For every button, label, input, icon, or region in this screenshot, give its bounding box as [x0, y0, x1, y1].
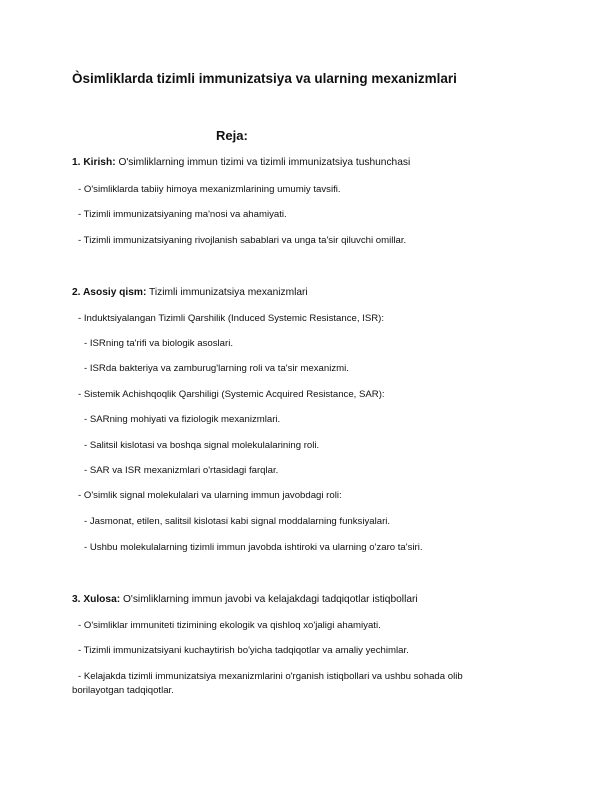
- section-2-text: Tizimli immunizatsiya mexanizmlari: [149, 287, 308, 298]
- list-item: - SAR va ISR mexanizmlari o'rtasidagi farqlar.: [84, 465, 279, 476]
- list-item: - Tizimli immunizatsiyaning ma'nosi va ahamiyati.: [78, 209, 287, 220]
- list-item: - Tizimli immunizatsiyani kuchaytirish bo'yicha tadqiqotlar va amaliy yechimlar.: [78, 645, 409, 656]
- list-item: - Tizimli immunizatsiyaning rivojlanish sabablari va unga ta'sir qiluvchi omillar.: [78, 235, 407, 246]
- section-3-label: 3. Xulosa:: [72, 594, 121, 605]
- list-item: - Sistemik Achishqoqlik Qarshiligi (Systemic Acquired Resistance, SAR):: [78, 389, 385, 400]
- list-item: - O'simliklarda tabiiy himoya mexanizmlarining umumiy tavsifi.: [78, 184, 341, 195]
- section-1-text: O'simliklarning immun tizimi va tizimli immunizatsiya tushunchasi: [118, 157, 411, 168]
- list-item: - Jasmonat, etilen, salitsil kislotasi kabi signal moddalarning funksiyalari.: [84, 516, 391, 527]
- section-2-label: 2. Asosiy qism:: [72, 287, 147, 298]
- document-title: Òsimliklarda tizimli immunizatsiya va ularning mexanizmlari: [72, 71, 457, 86]
- list-item: - ISRning ta'rifi va biologik asoslari.: [84, 338, 233, 349]
- list-item: - ISRda bakteriya va zamburug'larning roli va ta'sir mexanizmi.: [84, 363, 349, 374]
- section-1-label: 1. Kirish:: [72, 157, 116, 168]
- list-item: - O'simliklar immuniteti tizimining ekologik va qishloq xo'jaligi ahamiyati.: [78, 620, 381, 631]
- plan-heading: Reja:: [216, 128, 248, 143]
- list-item: - Salitsil kislotasi va boshqa signal molekulalarining roli.: [84, 440, 320, 451]
- list-item: - Kelajakda tizimli immunizatsiya mexanizmlarini o'rganish istiqbollari va ushbu sohada olib borilayotgan tadqiqotlar.: [72, 671, 463, 696]
- section-3-heading: [72, 594, 418, 606]
- list-item: - O'simlik signal molekulalari va ularning immun javobdagi roli:: [78, 490, 342, 501]
- list-item: - Ushbu molekulalarning tizimli immun javobda ishtiroki va ularning o'zaro ta'siri.: [84, 542, 423, 553]
- list-item: - SARning mohiyati va fiziologik mexanizmlari.: [84, 414, 281, 425]
- section-1-heading: [72, 157, 410, 169]
- list-item: - Induktsiyalangan Tizimli Qarshilik (Induced Systemic Resistance, ISR):: [78, 313, 385, 324]
- section-3-text: O'simliklarning immun javobi va kelajakdagi tadqiqotlar istiqbollari: [122, 594, 418, 605]
- section-2-heading: [72, 287, 308, 299]
